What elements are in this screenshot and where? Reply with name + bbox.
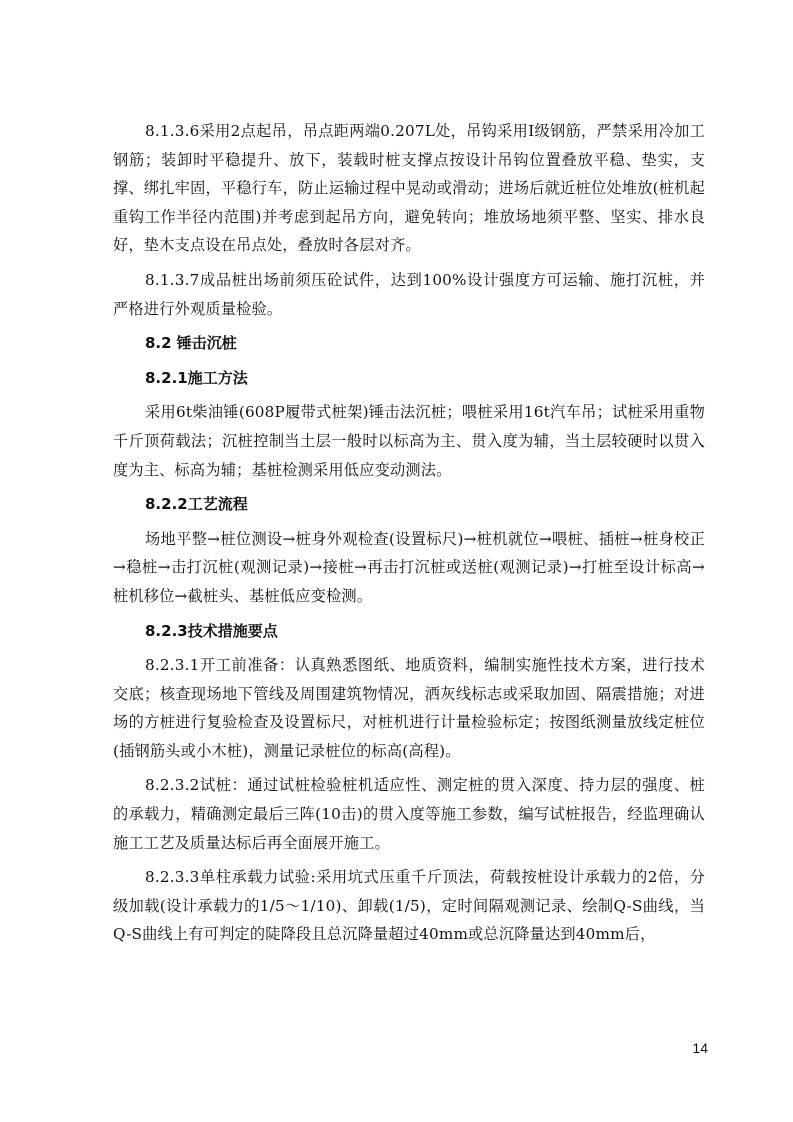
paragraph-construction-method: 采用6t柴油锤(608P履带式桩架)锤击法沉桩；喂桩采用16t汽车吊；试桩采用重物千斤顶荷载法；沉桩控制当土层一般时以标高为主、贯入度为辅，当土层较硬时以贯入度为主、标高为辅；基桩检测采用低应变动测法。 [113, 403, 705, 479]
paragraph-8-2-3-2: 8.2.3.2试桩：通过试桩检验桩机适应性、测定桩的贯入深度、持力层的强度、桩的承载力，精确测定最后三阵(10击)的贯入度等施工参数，编写试桩报告，经监理确认施工工艺及质量达标后再全面展开施工。 [113, 776, 705, 852]
paragraph-8-2-3-1: 8.2.3.1开工前准备：认真熟悉图纸、地质资料，编制实施性技术方案，进行技术交底；核查现场地下管线及周围建筑物情况，洒灰线标志或采取加固、隔震措施；对进场的方桩进行复验检查及设置标尺，对桩机进行计量检验标定；按图纸测量放线定桩位(插钢筋头或小木桩)，测量记录桩位的标高(高程)。 [113, 656, 705, 760]
subsection-heading-8-2-3: 8.2.3技术措施要点 [145, 621, 278, 640]
page-number: 14 [692, 1040, 708, 1056]
page-body [113, 117, 705, 955]
subsection-heading-8-2-1: 8.2.1施工方法 [145, 368, 248, 387]
paragraph-process-flow: 场地平整→桩位测设→桩身外观检查(设置标尺)→桩机就位→喂桩、插桩→桩身校正→稳桩→击打沉桩(观测记录)→接桩→再击打沉桩或送桩(观测记录)→打桩至设计标高→桩机移位→截桩头、基桩低应变检测。 [113, 529, 705, 605]
paragraph-8-1-3-6: 8.1.3.6采用2点起吊，吊点距两端0.207L处，吊钩采用Ⅰ级钢筋，严禁采用冷加工钢筋；装卸时平稳提升、放下，装载时桩支撑点按设计吊钩位置叠放平稳、垫实，支撑、绑扎牢固，平稳行车，防止运输过程中晃动或滑动；进场后就近桩位处堆放(桩机起重钩工作半径内范围)并考虑到起吊方向，避免转向；堆放场地须平整、坚实、排水良好，垫木支点设在吊点处，叠放时各层对齐。 [113, 122, 705, 255]
section-heading-8-2: 8.2 锤击沉桩 [145, 334, 237, 353]
paragraph-8-2-3-3: 8.2.3.3单柱承载力试验:采用坑式压重千斤顶法，荷载按桩设计承载力的2倍，分级加载(设计承载力的1/5～1/10)、卸载(1/5)，定时间隔观测记录、绘制Q-S曲线，当Q-S曲线上有可判定的陡降段且总沉降量超过40mm或总沉降量达到40mm后， [113, 868, 705, 944]
subsection-heading-8-2-2: 8.2.2工艺流程 [145, 495, 248, 514]
paragraph-8-1-3-7: 8.1.3.7成品桩出场前须压砼试件，达到100%设计强度方可运输、施打沉桩，并严格进行外观质量检验。 [113, 270, 705, 318]
